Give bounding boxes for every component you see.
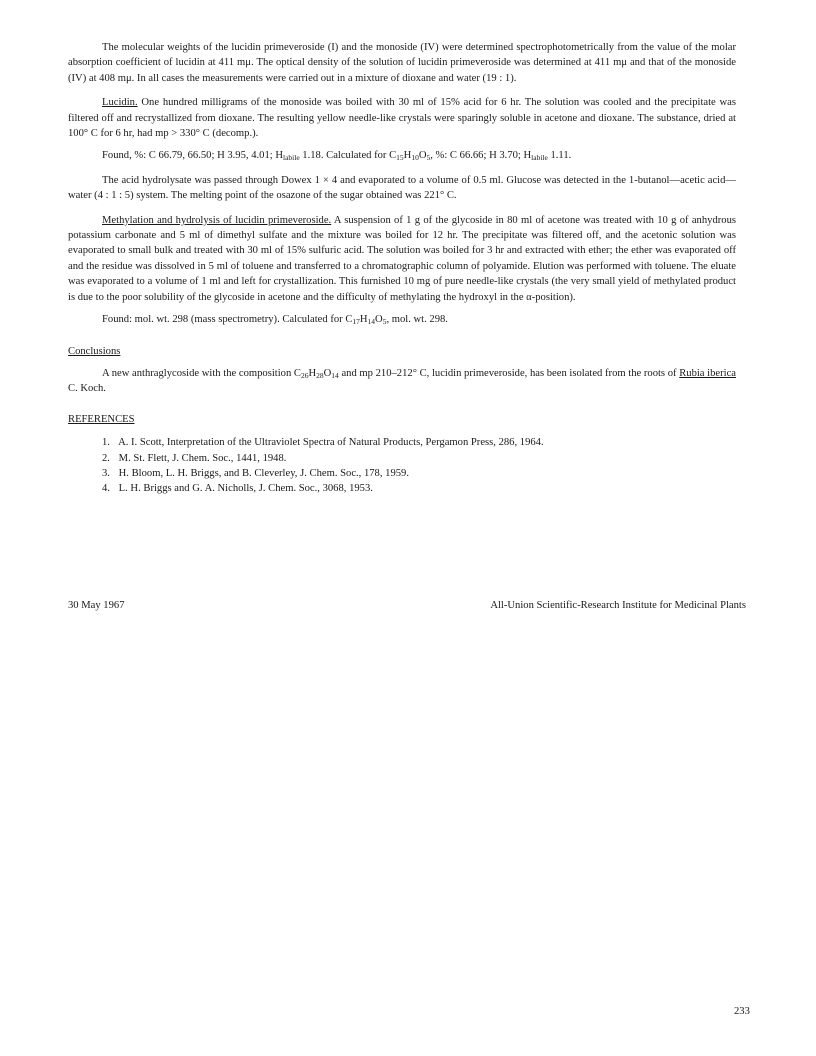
methylation-text: A suspension of 1 g of the glycoside in 80 ml of acetone was treated with 10 g of anhydrous potassium carbonate and 5 ml of dimethyl sulfate and the mixture was boiled for 12 hr. The precipitate was filtered off, and the acetonic solution was evaporated to small bulk and treated with 30 ml of 15% sulfuric acid. The solution was boiled for 3 hr and extracted with ether; the ether was evaporated off and the residue was dissolved in 5 ml of toluene and transferred to a chromatographic column of polyamide. Elution was performed with toluene. The eluate was evaporated to a volume of 1 ml and left for crystallization. This furnished 10 mg of pure needle-like crystals (the very small yield of methylated product is due to the poor solubility of the glycoside in acetone and the difficulty of methylating the hydroxyl in the α-position). (68, 214, 736, 303)
lucidin-heading: Lucidin. (102, 97, 138, 109)
main-text-column (68, 40, 736, 497)
footer (68, 598, 746, 613)
reference-item: 2. M. St. Flett, J. Chem. Soc., 1441, 1948. (102, 452, 287, 464)
found-analysis-lucidin: Found, %: C 66.79, 66.50; H 3.95, 4.01; $H_{labile}$ 1.18. Calculated for $C_{15}H_{10}O_5$, %: C 66.66; H 3.70; $H_{labile}$ 1.11. (102, 150, 572, 163)
references-list (102, 435, 736, 497)
paragraph-conclusions: A new anthraglycoside with the composition $C_{26}H_{28}O_{14}$ and mp 210–212° C, lucidin primeveroside, has been isolated from the roots of Rubia iberica C. Koch. (68, 367, 736, 395)
page-number: 233 (734, 1006, 750, 1017)
species-name: Rubia iberica (679, 367, 736, 379)
paragraph-methylation (68, 213, 736, 305)
reference-item: 1. A. I. Scott, Interpretation of the Ultraviolet Spectra of Natural Products, Pergamon Press, 286, 1964. (102, 437, 544, 449)
references-heading: REFERENCES (68, 413, 135, 425)
footer-institute: All-Union Scientific-Research Institute for Medicinal Plants (490, 600, 746, 611)
lucidin-text: One hundred milligrams of the monoside was boiled with 30 ml of 15% acid for 6 hr. The solution was cooled and the precipitate was filtered off and recrystallized from dioxane. The resulting yellow needle-like crystals were sparingly soluble in acetone and dioxane. The substance, dried at 100° C for 6 hr, had mp > 330° C (decomp.). (68, 97, 736, 140)
found-analysis-methylated: Found: mol. wt. 298 (mass spectrometry). Calculated for $C_{17}H_{14}O_5$, mol. wt. 298. (102, 314, 448, 327)
conclusions-heading: Conclusions (68, 345, 121, 357)
reference-item: 3. H. Bloom, L. H. Briggs, and B. Cleverley, J. Chem. Soc., 178, 1959. (102, 467, 409, 479)
reference-item: 4. L. H. Briggs and G. A. Nicholls, J. Chem. Soc., 3068, 1953. (102, 483, 373, 495)
footer-date: 30 May 1967 (68, 600, 125, 611)
paragraph-acid-hydrolysate: The acid hydrolysate was passed through Dowex 1 × 4 and evaporated to a volume of 0.5 ml. Glucose was detected in the 1-butanol—acetic acid—water (4 : 1 : 5) system. The melting point of the osazone of the sugar obtained was 221° C. (68, 174, 736, 202)
paragraph-lucidin (68, 95, 736, 141)
paragraph-molecular-weights: The molecular weights of the lucidin primeveroside (I) and the monoside (IV) were determined spectrophotometrically from the value of the molar absorption coefficient of lucidin at 411 mμ. The optical density of the solution of lucidin primeveroside was determined at 411 mμ and that of the monoside (IV) at 408 mμ. In all cases the measurements were carried out in a mixture of dioxane and water (19 : 1). (68, 42, 736, 84)
methylation-heading: Methylation and hydrolysis of lucidin primeveroside. (102, 214, 332, 226)
